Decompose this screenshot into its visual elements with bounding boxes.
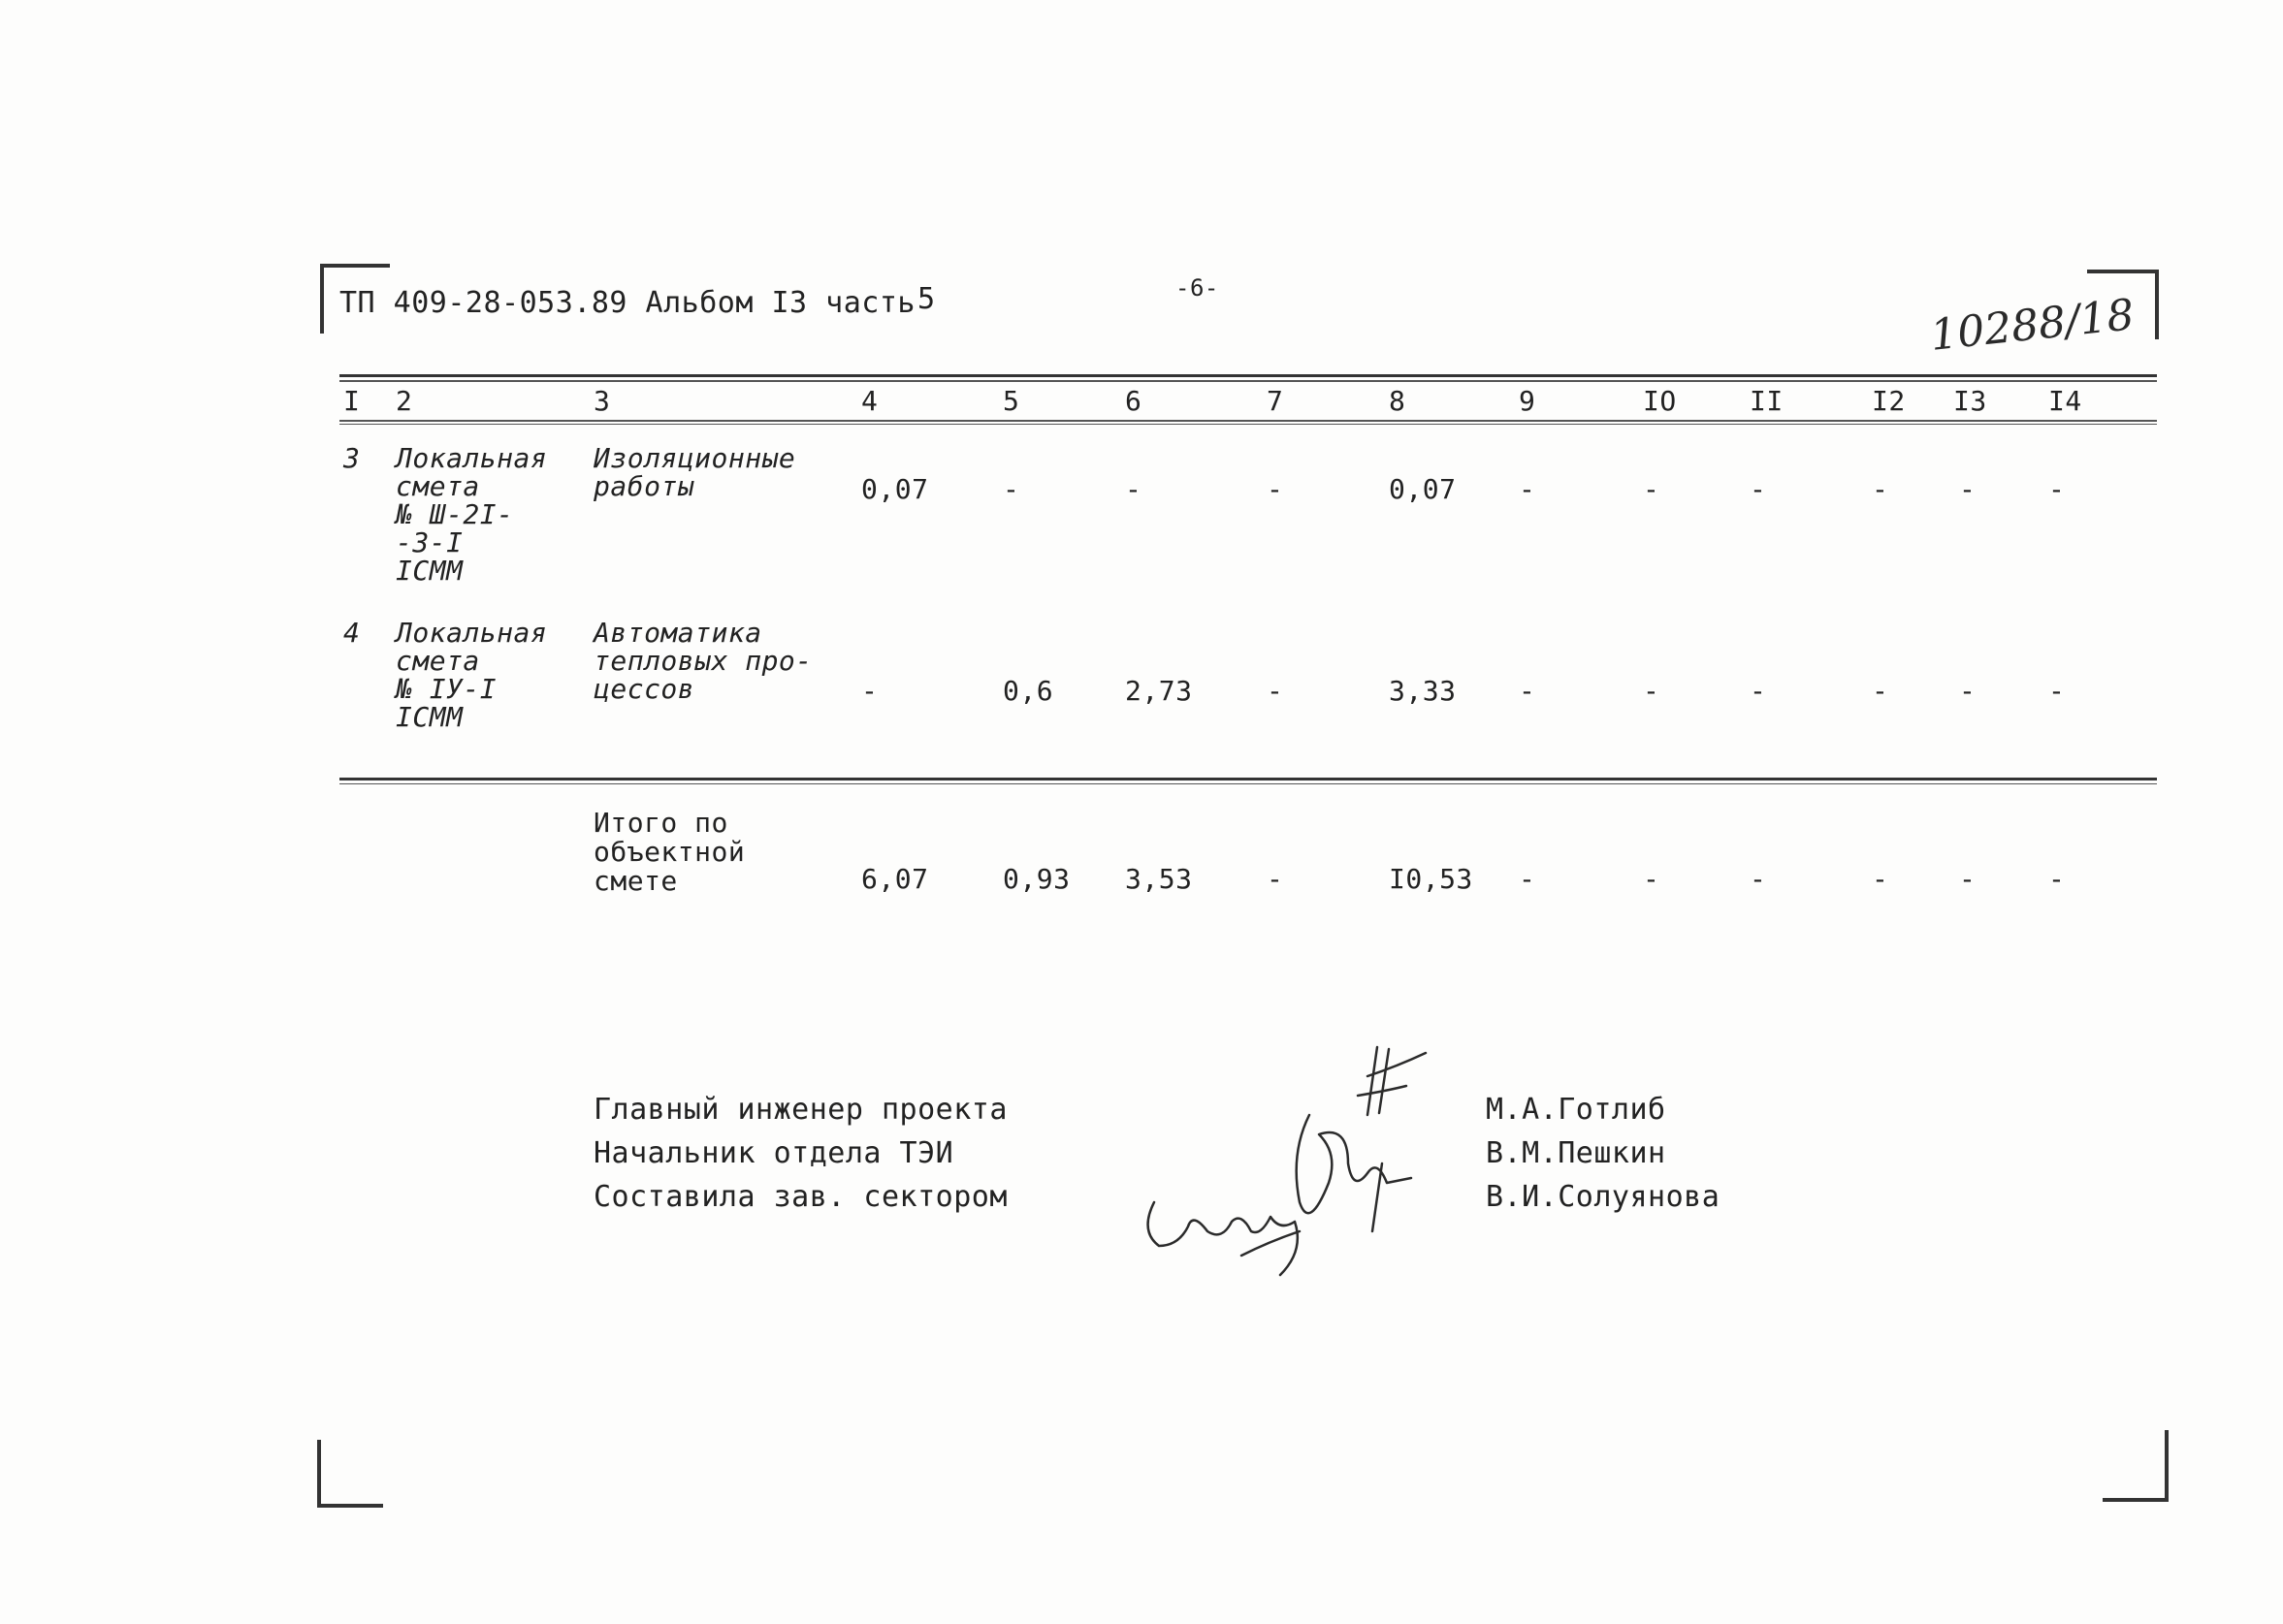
col-header: 3 [594,385,611,417]
value-col-7: - [1267,675,1284,707]
total-col-5: 0,93 [1003,863,1071,895]
table-top-rule-inner [339,380,2157,382]
value-col-9: - [1519,473,1536,505]
col-header: 7 [1267,385,1284,417]
inventory-number: 10288/18 [1927,290,2137,361]
col-header: I [343,385,361,417]
value-col-11: - [1750,675,1767,707]
name-compiler: В.И.Солуянова [1486,1180,1720,1214]
col-header: 2 [396,385,413,417]
total-separator-rule-2 [339,783,2157,784]
position-chief-engineer: Главный инженер проекта [594,1093,1008,1127]
col-header: II [1750,385,1784,417]
value-col-5: - [1003,473,1020,505]
value-col-12: - [1872,473,1889,505]
total-col-11: - [1750,863,1767,895]
value-col-7: - [1267,473,1284,505]
total-col-4: 6,07 [861,863,929,895]
position-compiler: Составила зав. сектором [594,1180,1008,1214]
total-col-10: - [1643,863,1660,895]
part-number: 5 [917,282,936,316]
row-number: 3 [343,442,361,474]
name-department-head: В.М.Пешкин [1486,1136,1666,1170]
position-department-head: Начальник отдела ТЭИ [594,1136,954,1170]
col-header: 9 [1519,385,1536,417]
value-col-8: 3,33 [1389,675,1457,707]
total-separator-rule [339,778,2157,780]
col-header: I3 [1953,385,1987,417]
value-col-4: - [861,675,879,707]
row-document: Локальная смета № Ш-2I- -3-I IСММ [396,442,548,587]
value-col-11: - [1750,473,1767,505]
total-col-9: - [1519,863,1536,895]
value-col-6: - [1125,473,1142,505]
value-col-14: - [2048,675,2066,707]
value-col-13: - [1959,473,1977,505]
row-work-name: Автоматика тепловых про- цессов [594,617,813,705]
row-work-name: Изоляционные работы [594,442,796,502]
value-col-6: 2,73 [1125,675,1193,707]
total-col-7: - [1267,863,1284,895]
total-col-14: - [2048,863,2066,895]
value-col-8: 0,07 [1389,473,1457,505]
col-header: 8 [1389,385,1406,417]
table-top-rule [339,374,2157,377]
value-col-10: - [1643,675,1660,707]
value-col-10: - [1643,473,1660,505]
total-col-8: I0,53 [1389,863,1473,895]
col-header: 4 [861,385,879,417]
name-chief-engineer: М.А.Готлиб [1486,1093,1666,1127]
row-document: Локальная смета № IУ-I IСММ [396,617,548,733]
col-header: IO [1643,385,1677,417]
col-header: 5 [1003,385,1020,417]
document-reference: ТП 409-28-053.89 Альбом I3 часть [339,286,916,320]
header-bottom-rule-2 [339,424,2157,425]
value-col-12: - [1872,675,1889,707]
total-label: Итого по объектной смете [594,807,746,897]
header-bottom-rule [339,420,2157,422]
col-header: 6 [1125,385,1142,417]
total-col-6: 3,53 [1125,863,1193,895]
handwritten-signatures [1135,1037,1503,1299]
value-col-4: 0,07 [861,473,929,505]
value-col-13: - [1959,675,1977,707]
row-number: 4 [343,617,361,649]
page-number: -6- [1175,274,1219,302]
value-col-5: 0,6 [1003,675,1054,707]
total-col-13: - [1959,863,1977,895]
value-col-14: - [2048,473,2066,505]
col-header: I4 [2048,385,2082,417]
total-col-12: - [1872,863,1889,895]
col-header: I2 [1872,385,1906,417]
value-col-9: - [1519,675,1536,707]
